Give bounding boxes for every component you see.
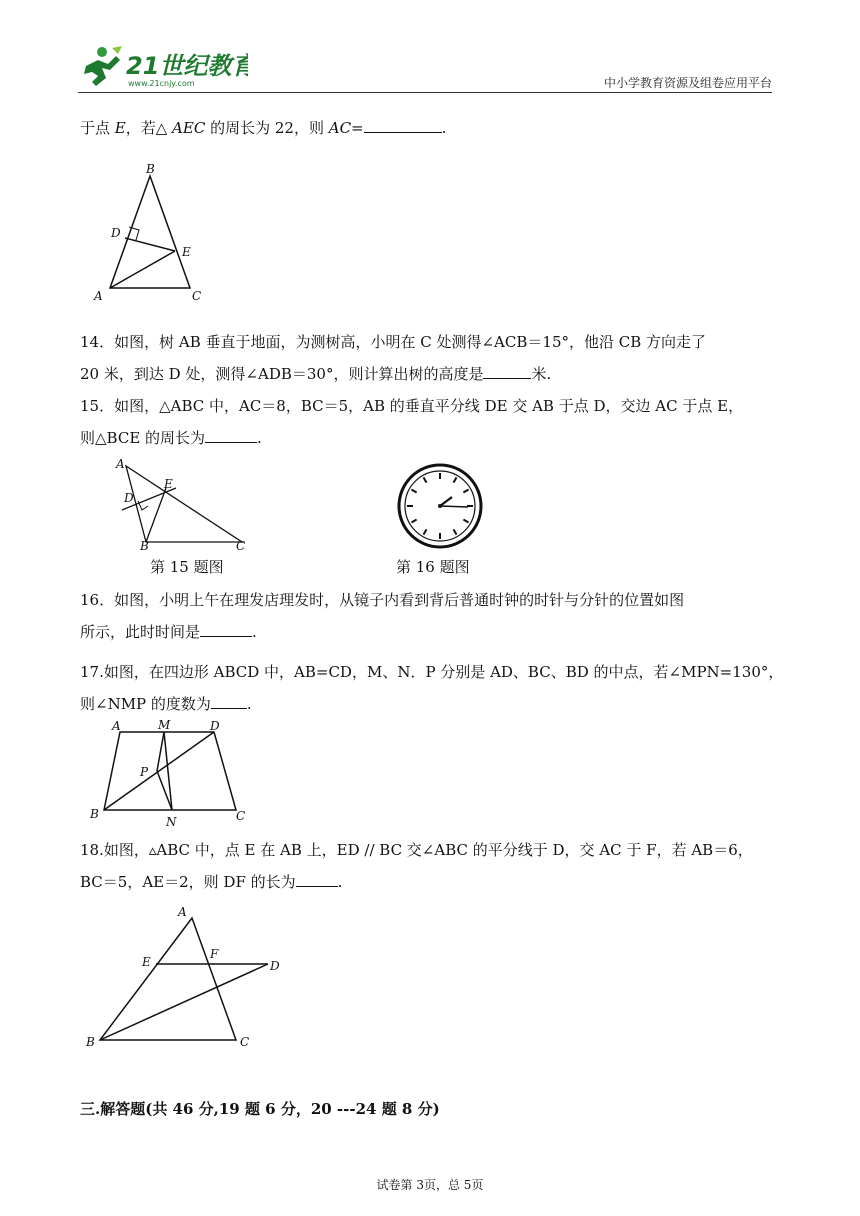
clock-icon [396, 462, 484, 550]
fig15-label-e: E [164, 477, 173, 491]
clock-tick [424, 529, 427, 534]
fig15-label-d: D [124, 491, 134, 505]
fig18-label-b: B [86, 1035, 95, 1049]
fig15-label-c: C [236, 539, 246, 553]
clock-tick [463, 490, 468, 493]
fig13-label-c: C [192, 289, 202, 303]
q16-line1: 16．如图，小明上午在理发店理发时，从镜子内看到背后普通时钟的时针与分针的位置如图 [80, 591, 685, 609]
header-divider [78, 92, 772, 93]
q18-line2: BC＝5，AE＝2，则 DF 的长为 . [80, 870, 342, 894]
fig17-label-m: M [158, 718, 171, 732]
q17-line2: 则∠NMP 的度数为 . [80, 692, 252, 716]
fig17-label-b: B [90, 807, 99, 821]
q17-line1: 17.如图，在四边形 ABCD 中，AB=CD，M、N．P 分别是 AD、BC、BD 的中点，若∠MPN=130°， [80, 663, 784, 681]
runner-logo-icon [78, 44, 248, 90]
fig18-label-e: E [142, 955, 151, 969]
figure-13 [86, 160, 206, 310]
platform-name: 中小学教育资源及组卷应用平台 [603, 76, 772, 90]
fig15-label-b: B [140, 539, 149, 553]
q14-line1: 14．如图，树 AB 垂直于地面，为测树高，小明在 C 处测得∠ACB＝15°，他沿 CB 方向走了 [80, 333, 707, 351]
fig13-label-d: D [111, 226, 121, 240]
page-footer: 试卷第 3页，总 5页 [376, 1178, 484, 1192]
fig18-label-a: A [178, 905, 187, 919]
clock-tick [411, 490, 416, 493]
answer-blank [296, 870, 338, 887]
answer-blank [364, 116, 442, 133]
clock-tick [454, 477, 457, 482]
page-header [0, 0, 860, 100]
answer-blank [211, 692, 247, 709]
fig18-label-f: F [210, 947, 219, 961]
q15-line2: 则△BCE 的周长为 . [80, 426, 262, 450]
fig17-label-n: N [166, 815, 177, 829]
fig18-label-d: D [270, 959, 280, 973]
clock-tick [454, 529, 457, 534]
figure-18 [80, 900, 290, 1052]
fig17-label-d: D [210, 719, 220, 733]
fig13-label-a: A [94, 289, 103, 303]
q18-line1: 18.如图，▵ABC 中，点 E 在 AB 上，ED // BC 交∠ABC 的平分线于 D，交 AC 于 F，若 AB＝6， [80, 841, 753, 859]
q13-line: 于点 E，若△ AEC 的周长为 22，则 AC= . [80, 116, 446, 140]
fig17-label-c: C [236, 809, 246, 823]
q16-line2: 所示，此时时间是 . [80, 620, 257, 644]
clock-tick [411, 520, 416, 523]
q14-line2: 20 米，到达 D 处，测得∠ADB＝30°，则计算出树的高度是 米. [80, 362, 551, 386]
fig15-label-a: A [116, 457, 125, 471]
svg-text:www.21cnjy.com: www.21cnjy.com [128, 79, 195, 88]
section-heading: 三.解答题(共 46 分,19 题 6 分，20 ---24 题 8 分) [80, 1100, 440, 1118]
fig18-label-c: C [240, 1035, 250, 1049]
clock-tick [424, 477, 427, 482]
fig15-caption: 第 15 题图 [150, 558, 224, 576]
fig13-label-e: E [182, 245, 191, 259]
answer-blank [205, 426, 257, 443]
figure-17 [86, 716, 256, 830]
clock-tick [463, 520, 468, 523]
fig17-label-a: A [112, 719, 121, 733]
fig13-label-b: B [146, 162, 155, 176]
fig16-caption: 第 16 题图 [396, 558, 470, 576]
answer-blank [200, 620, 252, 637]
fig17-label-p: P [140, 765, 149, 779]
answer-blank [483, 362, 531, 379]
q15-line1: 15．如图，△ABC 中，AC＝8，BC＝5，AB 的垂直平分线 DE 交 AB 于点 D，交边 AC 于点 E， [80, 397, 744, 415]
site-logo [78, 44, 248, 94]
svg-text:21世纪教育: 21世纪教育 [126, 52, 248, 80]
figure-15 [110, 454, 250, 554]
